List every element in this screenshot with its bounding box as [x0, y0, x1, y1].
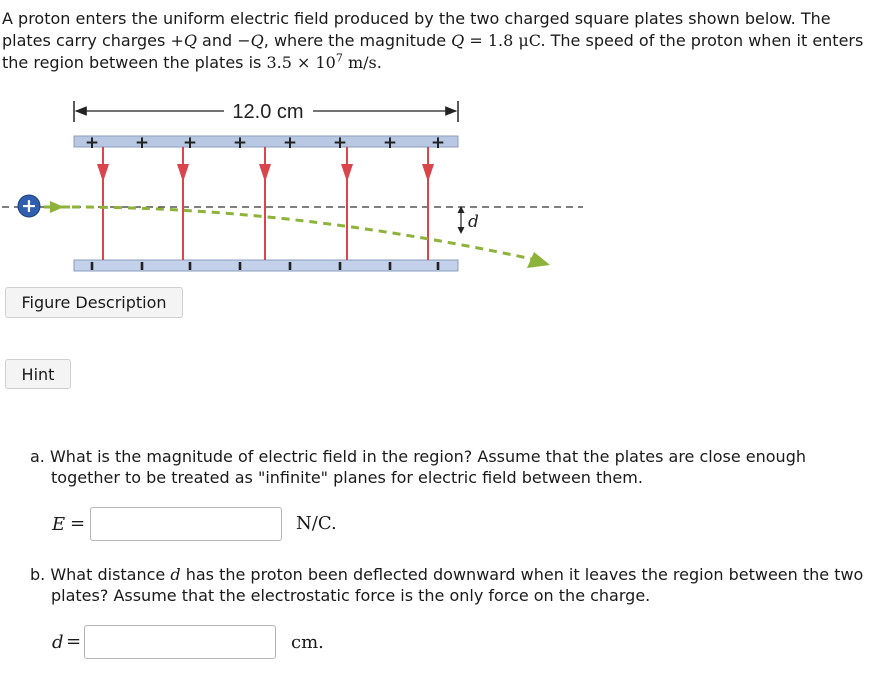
- problem-statement: [2, 8, 870, 74]
- field-arrow-icon: [341, 164, 353, 182]
- top-plate-plus-sign-5: +: [282, 133, 298, 153]
- bottom-plate-minus-sign-7: [389, 262, 392, 270]
- answer-a-variable: E: [52, 514, 66, 535]
- top-plate-plus-sign-6: +: [332, 133, 348, 153]
- question-b-var: d: [170, 565, 181, 584]
- bottom-plate-minus-sign-8: [437, 262, 440, 270]
- speed-text: The speed of the proton when it enters the region between the plates is: [2, 31, 864, 72]
- top-plate-plus-sign-2: +: [134, 133, 150, 153]
- field-arrow-icon: [97, 164, 109, 182]
- q-symbol: Q: [451, 31, 465, 50]
- bottom-plate-minus-sign-3: [189, 262, 192, 270]
- bottom-plate-minus-sign-6: [339, 262, 342, 270]
- answer-b-equals: =: [66, 631, 82, 652]
- bottom-plate: [74, 260, 458, 271]
- top-plate-plus-sign-1: +: [84, 133, 100, 153]
- question-a: [30, 446, 870, 488]
- minus-q-symbol: −Q: [237, 31, 264, 50]
- field-line-4: [341, 147, 353, 260]
- top-plate-plus-sign-3: +: [182, 133, 198, 153]
- question-b-letter: b.: [30, 565, 46, 584]
- top-plate-plus-sign-4: +: [232, 133, 248, 153]
- entry-arrowhead-icon: [50, 201, 64, 213]
- speed-exponent: 7: [335, 51, 343, 65]
- proton-icon: [18, 195, 40, 217]
- question-a-line2: together to be treated as "infinite" planes for electric field between them.: [51, 468, 643, 487]
- field-arrow-icon: [422, 164, 434, 182]
- field-arrow-icon: [259, 164, 271, 182]
- question-b-line1-pre: What distance: [50, 565, 171, 584]
- q-value: = 1.8 μC.: [464, 31, 546, 50]
- deflection-indicator: [458, 206, 480, 234]
- bottom-plate-minus-sign-4: [239, 262, 242, 270]
- answer-b-input[interactable]: [84, 625, 276, 659]
- bottom-plate-minus-sign-5: [289, 262, 292, 270]
- proton-sign: +: [21, 195, 37, 217]
- top-plate-plus-sign-7: +: [382, 133, 398, 153]
- question-a-line1: What is the magnitude of electric field in the region? Assume that the plates are close enough: [49, 447, 806, 466]
- curved-path: [72, 207, 532, 259]
- field-line-2: [177, 147, 189, 260]
- bottom-plate-minus-sign-1: [91, 262, 94, 270]
- dimension-indicator: [74, 101, 458, 123]
- question-b-line1-post: has the proton been deflected downward when it leaves the region between the two: [180, 565, 864, 584]
- capacitor-figure: [0, 90, 600, 280]
- answer-b-variable: d: [52, 632, 64, 653]
- top-plate: [74, 136, 458, 147]
- answer-b-unit: cm.: [291, 632, 324, 653]
- magnitude-text: , where the magnitude: [263, 31, 452, 50]
- deflection-label: d: [468, 212, 479, 232]
- field-lines: [97, 147, 434, 260]
- question-a-letter: a.: [30, 447, 45, 466]
- speed-unit: m/s.: [342, 53, 382, 72]
- answer-a-unit: N/C.: [296, 513, 337, 534]
- dimension-label: 12.0 cm: [232, 101, 304, 123]
- field-line-5: [422, 147, 434, 260]
- field-line-3: [259, 147, 271, 260]
- question-b: [30, 564, 870, 606]
- answer-a-equals: =: [70, 513, 86, 534]
- problem-sentence-1: A proton enters the uniform electric field produced by the two charged square plates shown below. The plates carry charges: [2, 9, 831, 50]
- bottom-plate-minus-sign-2: [141, 262, 144, 270]
- answer-a-input[interactable]: [90, 507, 282, 541]
- figure-description-button[interactable]: Figure Description: [5, 287, 183, 318]
- question-b-line2: plates? Assume that the electrostatic force is the only force on the charge.: [51, 586, 651, 605]
- field-line-1: [97, 147, 109, 260]
- speed-value: 3.5 × 10: [266, 53, 336, 72]
- top-plate-plus-sign-8: +: [430, 133, 446, 153]
- hint-button[interactable]: Hint: [5, 359, 71, 389]
- field-arrow-icon: [177, 164, 189, 182]
- and-word: and: [196, 31, 238, 50]
- plus-q-symbol: +Q: [170, 31, 197, 50]
